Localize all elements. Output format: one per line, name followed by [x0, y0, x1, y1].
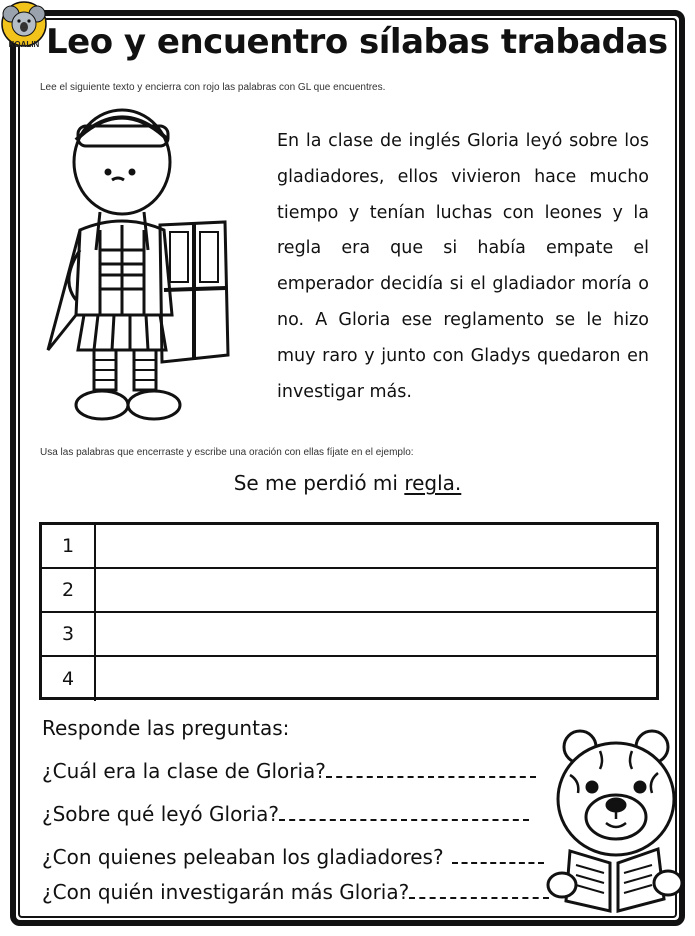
story-text: En la clase de inglés Gloria leyó sobre los gladiadores, ellos vivieron hace mucho tiempo y tenían luchas con leones y la regla era que si había empate el emperador decidía si el gladiador moría o no. A Gloria ese reglamento se le hizo muy raro y junto con Gladys quedaron en investigar más. [277, 131, 649, 402]
answer-blank[interactable] [279, 801, 529, 821]
answer-blank[interactable] [409, 879, 549, 899]
sentence-table [39, 522, 659, 700]
question-text: ¿Con quién investigarán más Gloria? [42, 880, 410, 904]
row-number: 4 [42, 657, 96, 701]
answer-field[interactable] [98, 531, 652, 561]
example-underlined-word: regla. [404, 471, 462, 495]
answer-field[interactable] [98, 663, 652, 695]
table-row [42, 613, 656, 657]
tiger-reading-illustration [540, 725, 688, 915]
question-2 [42, 801, 529, 826]
page-title: Leo y encuentro sílabas trabadas [46, 22, 668, 62]
table-row [42, 525, 656, 569]
example-sentence [0, 471, 695, 495]
table-row [42, 569, 656, 613]
logo-text: KOALIN [8, 40, 40, 49]
questions-heading: Responde las preguntas: [42, 716, 290, 740]
row-number: 3 [42, 613, 96, 655]
row-number: 1 [42, 525, 96, 567]
question-text: ¿Cuál era la clase de Gloria? [42, 759, 326, 783]
question-3 [42, 844, 544, 869]
reading-instruction: Lee el siguiente texto y encierra con rojo las palabras con GL que encuentres. [40, 82, 386, 93]
gladiator-illustration [40, 100, 240, 430]
answer-blank[interactable] [452, 844, 544, 864]
answer-field[interactable] [98, 619, 652, 649]
example-prefix: Se me perdió mi [233, 471, 405, 495]
question-1 [42, 758, 536, 783]
question-4 [42, 879, 549, 904]
table-row [42, 657, 656, 701]
question-text: ¿Sobre qué leyó Gloria? [42, 802, 279, 826]
sentence-instruction: Usa las palabras que encerraste y escribe una oración con ellas fíjate en el ejemplo: [40, 447, 414, 458]
question-text: ¿Con quienes peleaban los gladiadores? [42, 845, 444, 869]
answer-field[interactable] [98, 575, 652, 605]
row-number: 2 [42, 569, 96, 611]
koala-logo-icon [0, 0, 48, 56]
answer-blank[interactable] [326, 758, 536, 778]
